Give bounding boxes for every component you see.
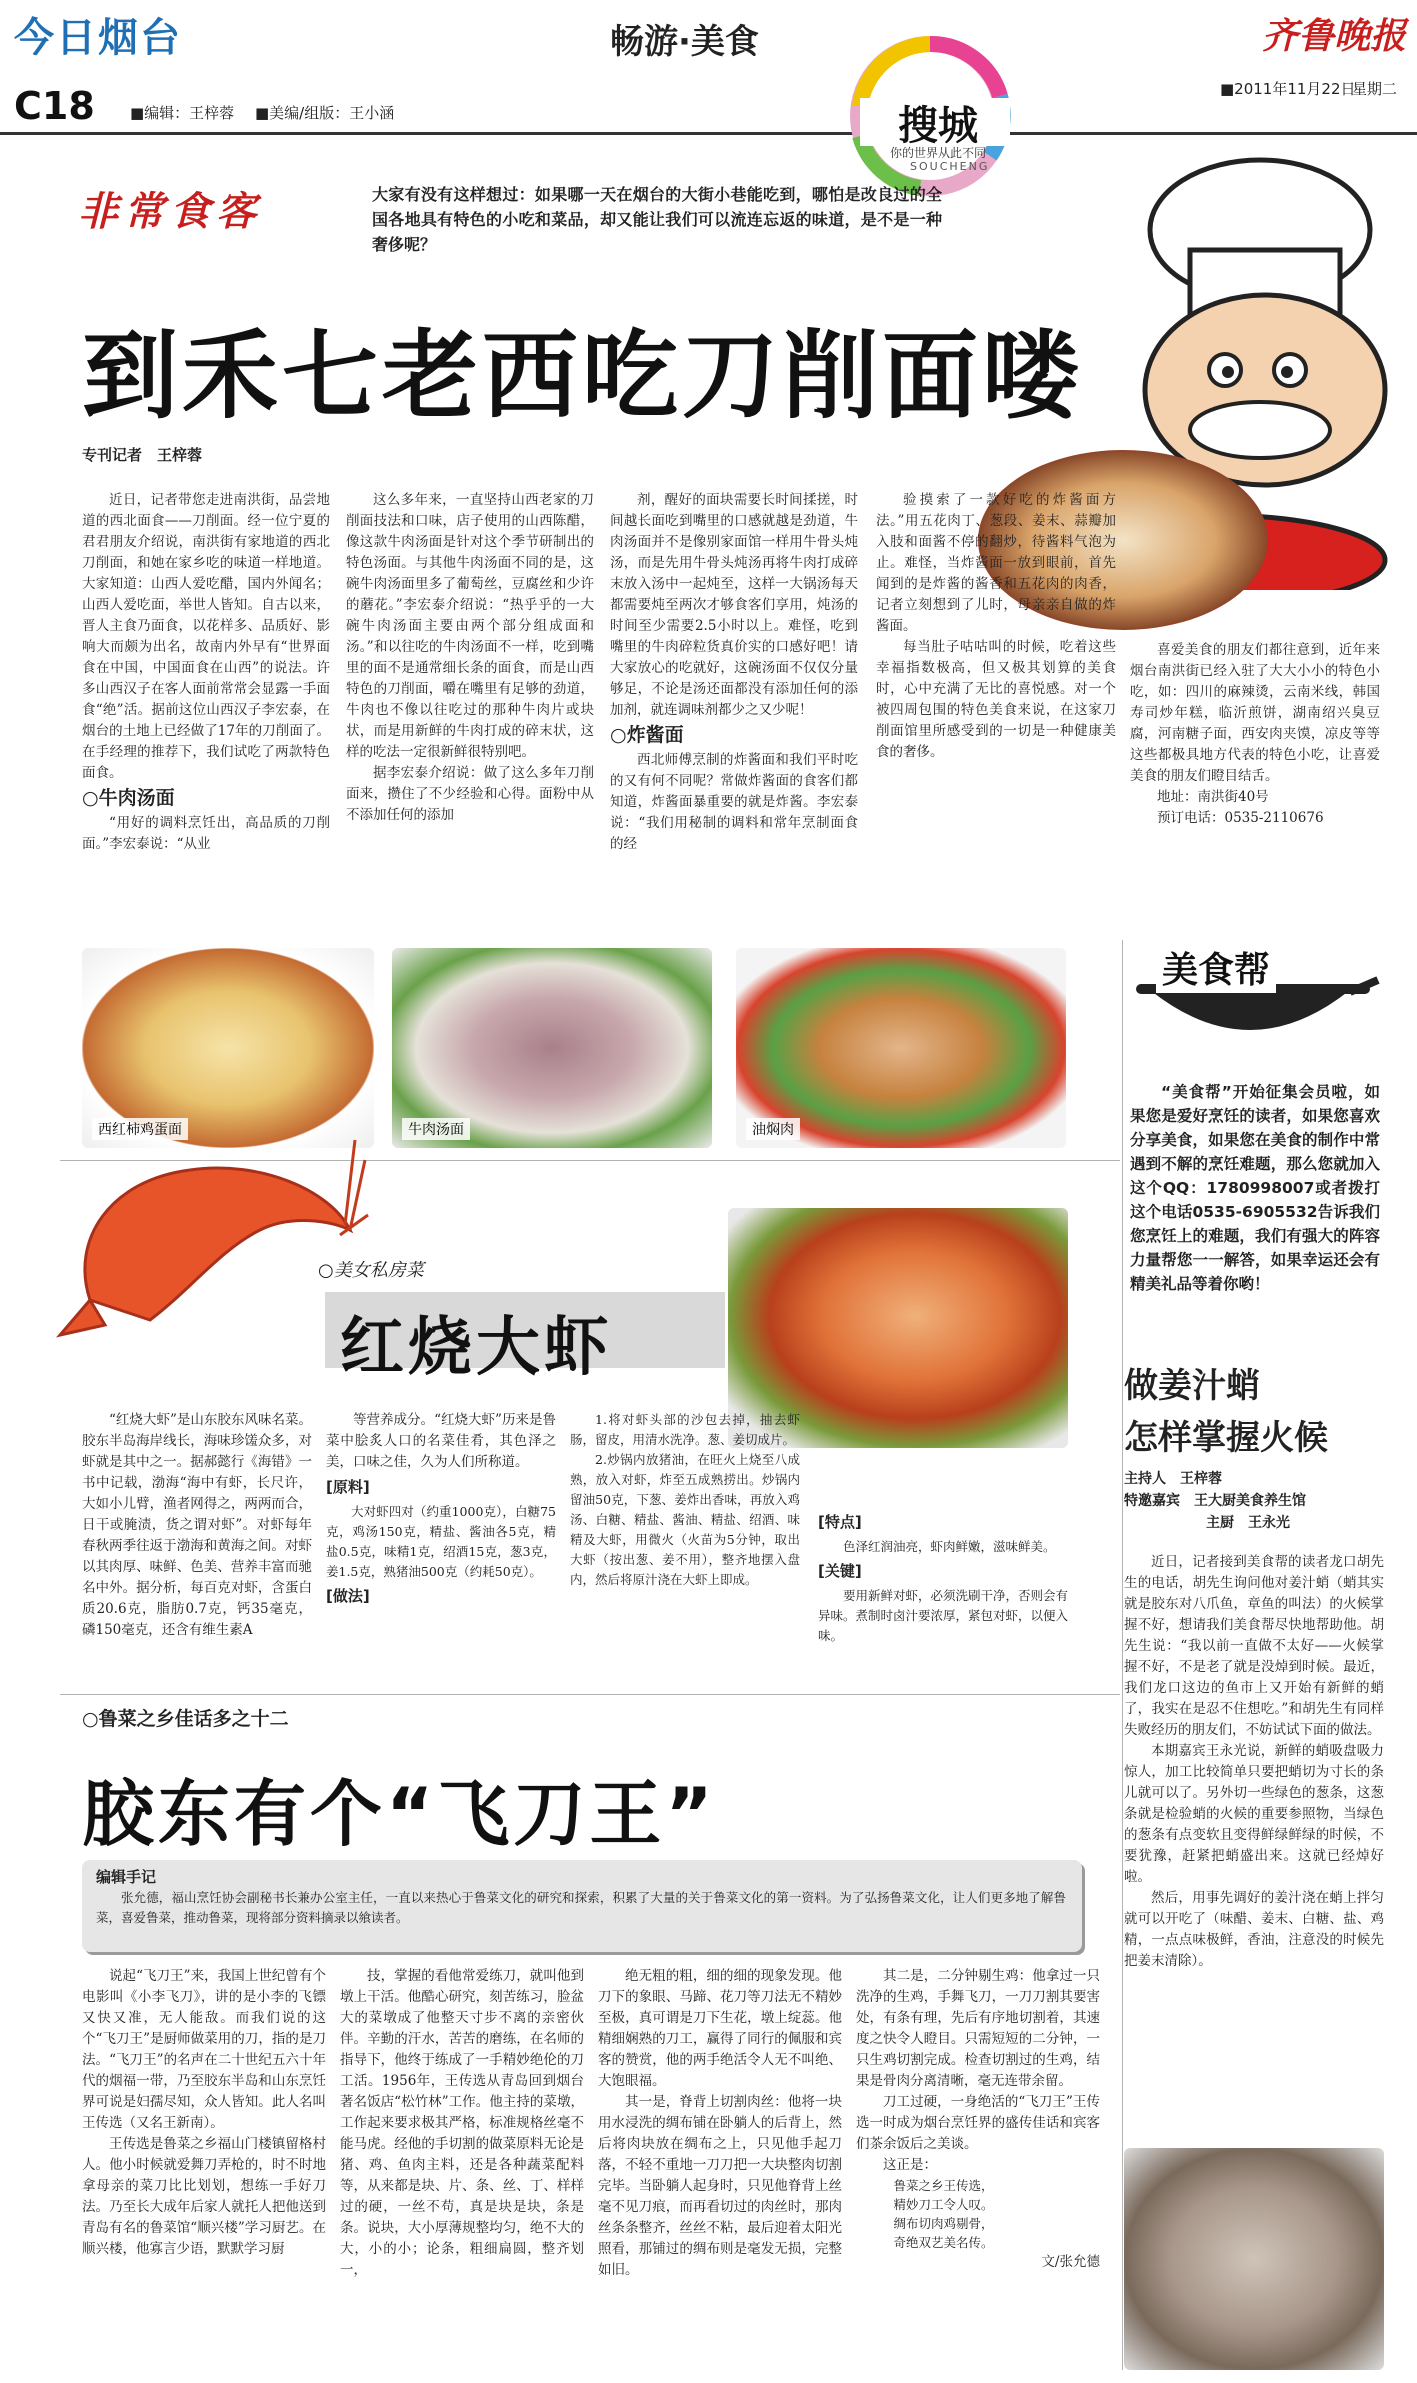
knife-title: 胶东有个“飞刀王” — [82, 1772, 717, 1856]
shrimp-column-3 — [570, 1410, 800, 1590]
header-date: ■2011年11月22日 — [1220, 80, 1356, 98]
squid-host: 主持人 王梓蓉 — [1124, 1471, 1222, 1487]
knife-column-2 — [340, 1966, 584, 2281]
knife-col1b-text: 王传选是鲁菜之乡福山门楼镇留格村人。他小时候就爱舞刀弄枪的，时不时地拿母亲的菜刀比比划划，想练一手好刀法。乃至长大成年后家人就托人把他送到青岛有名的鲁菜馆“顺兴楼”学习厨艺。在顺兴楼，他寡言少语，默默学习厨 — [82, 2136, 326, 2257]
helper-wok — [1130, 940, 1380, 1060]
feature-column-1 — [82, 490, 330, 855]
squid-title-1: 做姜汁蛸 — [1124, 1366, 1260, 1406]
logo-main-text: 搜城 — [898, 103, 978, 149]
shrimp-key-text: 要用新鲜对虾，必须洗刷干净，否则会有异味。煮制时卤汁要浓厚，紧包对虾，以便入味。 — [818, 1588, 1069, 1643]
feature-phone: 预订电话：0535-2110676 — [1157, 810, 1324, 826]
shrimp-title: 红烧大虾 — [340, 1311, 612, 1385]
knife-col4b-text: 刀工过硬，一身绝活的“飞刀王”王传选一时成为烟台烹饪界的盛传佳话和宾客们茶余饭后之美谈。 — [856, 2094, 1100, 2152]
knife-kicker: ○鲁菜之乡佳话多之十二 — [82, 1708, 289, 1730]
poem-line: 绸布切肉鸡剔骨， — [893, 2216, 994, 2231]
feature-subhead-beef-noodle: ○牛肉汤面 — [82, 787, 175, 809]
editor-note-text: 张允德，福山烹饪协会副秘书长兼办公室主任，一直以来热心于鲁菜文化的研究和探索，积累了大量的关于鲁菜文化的第一资料。为了弘扬鲁菜文化，让人们更多地了解鲁菜，喜爱鲁菜，推动鲁菜，现将部分资料摘录以飨读者。 — [96, 1890, 1066, 1925]
poem-line: 奇绝双艺美名传。 — [893, 2235, 994, 2250]
poem-line: 精妙刀工令人叹。 — [893, 2197, 994, 2212]
logo-en-text: SOUCHENG — [910, 160, 990, 173]
helper-body: “美食帮”开始征集会员啦，如果您是爱好烹饪的读者，如果您喜欢分享美食，如果您在美食的制作中常遇到不解的烹饪难题，那么您就加入这个QQ：1780998007或者拨打这个电话0535-6905532告诉我们您烹饪上的难题，我们有强大的阵容力量帮您一一解答，如果幸运还会有精美礼品等着你哟！ — [1130, 1083, 1380, 1293]
knife-col4c-text: 这正是： — [883, 2157, 937, 2173]
header-weekday: 星期二 — [1352, 80, 1398, 98]
shrimp-method1-text: 1.将对虾头部的沙包去掉，抽去虾肠，留皮，用清水洗净。葱、姜切成片。 — [570, 1412, 800, 1447]
shrimp-col2-text: 等营养成分。“红烧大虾”历来是鲁菜中脍炙人口的名菜佳肴，其色泽之美，口味之佳，久为人们所称道。 — [326, 1412, 556, 1470]
shrimp-material-heading: [原料] — [326, 1478, 370, 1496]
caption-beef-soup-noodle: 牛肉汤面 — [402, 1118, 470, 1140]
column-logo: 非常食客 — [78, 189, 262, 235]
caption-tomato-egg-noodle: 西红柿鸡蛋面 — [92, 1118, 188, 1140]
feature-col3b-text: 西北师傅烹制的炸酱面和我们平时吃的又有何不同呢？常做炸酱面的食客们都知道，炸酱面暴重要的就是炸酱。李宏泰说：“我们用秘制的调料和常年烹制面食的经 — [610, 752, 858, 852]
knife-column-3 — [598, 1966, 842, 2281]
photo-tomato-egg-noodle — [82, 948, 374, 1148]
squid-body-1: 近日，记者接到美食帮的读者龙口胡先生的电话，胡先生询问他对姜汁蛸（蛸其实就是胶东对八爪鱼，章鱼的叫法）的火候掌握不好，想请我们美食帮尽快地帮助他。胡先生说：“我以前一直做不太好——火候掌握不好，不是老了就是没焯到时候。最近，我们龙口这边的鱼市上又开始有新鲜的蛸了，我实在是忍不住想吃。”和胡先生有同样失败经历的朋友们，不妨试试下面的做法。 — [1124, 1554, 1384, 1738]
photo-braised-pork — [736, 948, 1066, 1148]
feature-byline: 专刊记者 王梓蓉 — [82, 446, 203, 464]
logo-sub-text: 你的世界从此不同 — [890, 146, 987, 160]
squid-title-2: 怎样掌握火候 — [1124, 1418, 1328, 1458]
squid-body-2: 本期嘉宾王永光说，新鲜的蛸吸盘吸力惊人，加工比较简单只要把蛸切为寸长的条儿就可以了。另外切一些绿色的葱条，这葱条就是检验蛸的火候的重要参照物，当绿色的葱条有点变软且变得鲜绿鲜绿的时候，不要犹豫，赶紧把蛸盛出来。这就已经焯好啦。 — [1124, 1743, 1384, 1885]
feature-col2-text: 这么多年来，一直坚持山西老家的刀削面技法和口味，店子使用的山西陈醋，像这款牛肉汤面是针对这个季节研制出的特色汤面。与其他牛肉汤面不同的是，这碗牛肉汤面里多了葡萄丝，豆腐丝和少许的蘑花。”李宏泰介绍说：“热乎乎的一大碗牛肉汤面主要由两个部分组成面和汤。”和以往吃的牛肉汤面不一样，吃到嘴里的面不是通常细长条的面食，而是山西特色的刀削面，嚼在嘴里有足够的劲道，牛肉也不像以往吃过的那种牛肉片或块状，而是用新鲜的牛肉打成的碎末状，这样的吃法一定很新鲜很特别吧。 — [346, 492, 594, 760]
poem-line: 鲁菜之乡王传选， — [893, 2178, 994, 2193]
knife-col3-text: 绝无粗的粗，细的细的现象发现。他刀下的象眼、马蹄、花刀等刀法无不精妙至极，真可谓是刀下生花，墩上绽蕊。他精细娴熟的刀工，赢得了同行的佩服和宾客的赞赏，他的两手绝活令人无不叫绝、大饱眼福。 — [598, 1968, 842, 2089]
shrimp-kicker: ○美女私房菜 — [318, 1260, 424, 1281]
squid-body-3: 然后，用事先调好的姜汁浇在蛸上拌匀就可以开吃了（味醋、姜末、白糖、盐、鸡精，一点点味极鲜，香油，注意没的时候先把姜末清除）。 — [1124, 1890, 1384, 1969]
header-editor: ■编辑：王梓蓉 — [130, 104, 235, 122]
soucheng-logo — [820, 36, 1040, 206]
caption-braised-pork: 油焖肉 — [746, 1118, 800, 1140]
feature-title: 到禾七老西吃刀削面喽 — [82, 320, 1082, 432]
knife-poem — [856, 2176, 1100, 2252]
feature-column-3 — [610, 490, 858, 855]
feature-col1b-text: “用好的调料烹饪出，高品质的刀削面。”李宏泰说：“从业 — [82, 815, 330, 852]
feature-address: 地址：南洪街40号 — [1157, 789, 1269, 805]
knife-author: 文/张允德 — [1041, 2254, 1100, 2270]
feature-column-2 — [346, 490, 594, 826]
feature-col5-text: 喜爱美食的朋友们都往意到，近年来烟台南洪街已经入驻了大大小小的特色小吃，如：四川的麻辣烫，云南米线，韩国寿司炒年糕，临沂煎饼，湖南绍兴臭豆腐，河南糖子面，西安肉夹馍，凉皮等等这些都极具地方代表的特色小吃，让喜爱美食的朋友们瞪目结舌。 — [1130, 642, 1380, 784]
header-designer: ■美编/组版：王小涵 — [255, 104, 395, 122]
knife-col1-text: 说起“飞刀王”来，我国上世纪曾有个电影叫《小李飞刀》，讲的是小李的飞镖又快又准，无人能敌。而我们说的这个“飞刀王”是厨师做菜用的刀，指的是刀法。“飞刀王”的名声在二十世纪五六十年代的烟福一带，乃至胶东半岛和山东烹饪界可说是妇孺尽知，众人皆知。此人名叫王传选（又名王新南）。 — [82, 1968, 326, 2131]
squid-chef: 主厨 王永光 — [1206, 1515, 1290, 1531]
knife-col2-text: 技，掌握的看他常爱练刀，就叫他到墩上干活。他酷心研究，刻苦练习，脸盆大的菜墩成了他整天寸步不离的亲密伙伴。辛勤的汗水，苦苦的磨练，在名师的指导下，他终于练成了一手精妙绝伦的刀工活。1956年，王传选从青岛回到烟台著名饭店“松竹林”工作。他主持的菜墩，工作起来要求极其严格，标准规格丝毫不能马虎。经他的手切割的做菜原料无论是猪、鸡、鱼肉主料，还是各种蔬菜配料等，从来都是块、片、条、丝、丁、样样过的硬，一丝不苟，真是块是块，条是条。说块，大小厚薄规整均匀，绝不大的大，小的小；论条，粗细扁圆，整齐划一， — [340, 1968, 584, 2278]
shrimp-col1-text: “红烧大虾”是山东胶东风味名菜。胶东半岛海岸线长，海味珍馐众多，对虾就是其中之一。据郝懿行《海错》一书中记载，渤海“海中有虾，长尺许，大如小儿臂，渔者网得之，两两而合，日干或腌渍，货之谓对虾”。对虾每年春秋两季往返于渤海和黄海之间。对虾以其肉厚、味鲜、色美、营养丰富而驰名中外。据分析，每百克对虾，含蛋白质20.6克，脂肪0.7克，钙35毫克，磷150毫克，还含有维生素A — [82, 1412, 312, 1638]
squid-column — [1124, 1552, 1384, 1972]
knife-column-1 — [82, 1966, 326, 2260]
feature-column-5 — [1130, 640, 1380, 829]
shrimp-method2-text: 2.炒锅内放猪油，在旺火上烧至八成熟，放入对虾，炸至五成熟捞出。炒锅内留油50克，下葱、姜炸出香味，再放入鸡汤、白糖、精盐、酱油、精盐、绍酒、味精及大虾，用微火（火苗为5分钟，取出大虾（按出葱、姜不用），整齐地摆入盘内，然后将原汁浇在大虾上即成。 — [570, 1452, 800, 1587]
shrimp-material-text: 大对虾四对（约重1000克），白糖75克，鸡汤150克，精盐、酱油各5克，精盐0.5克，味精1克，绍酒15克，葱3克，姜1.5克，熟猪油500克（约耗50克）。 — [326, 1504, 556, 1579]
shrimp-feature-heading: [特点] — [818, 1513, 862, 1531]
feature-intro: 大家有没有这样想过：如果哪一天在烟台的大街小巷能吃到，哪怕是改良过的全国各地具有特色的小吃和菜品，却又能让我们可以流连忘返的味道，是不是一种奢侈呢？ — [372, 185, 942, 254]
shrimp-method-heading: [做法] — [326, 1587, 370, 1605]
header-rule — [0, 132, 1417, 135]
header-paper-name: 齐鲁晚报 — [1262, 15, 1407, 57]
sidebar-divider — [1122, 940, 1123, 2370]
shrimp-illustration — [50, 1120, 370, 1360]
knife-column-4 — [856, 1966, 1100, 2273]
squid-guest: 特邀嘉宾 王大厨美食养生馆 — [1124, 1493, 1306, 1509]
shrimp-column-1 — [82, 1410, 312, 1641]
shrimp-divider — [60, 1694, 1120, 1695]
feature-subhead-zhajiang: ○炸酱面 — [610, 724, 684, 746]
editor-note-label: 编辑手记 — [96, 1868, 157, 1886]
feature-col4b-text: 每当肚子咕咕叫的时候，吃着这些幸福指数极高，但又极其划算的美食时，心中充满了无比的喜悦感。对一个被四周包围的特色美食来说，在这家刀削面馆里所感受到的一切是一种健康美食的奢侈。 — [876, 639, 1116, 760]
knife-col4-text: 其二是，二分钟剔生鸡：他拿过一只洗净的生鸡，手舞飞刀，一刀刀割其要害处，有条有理，先后有序地切割着，其速度之快令人瞪目。只需短短的二分钟，一只生鸡切割完成。检查切割过的生鸡，结果是骨肉分离清晰，毫无连带余留。 — [856, 1968, 1100, 2089]
knife-col3b-text: 其一是，脊背上切割肉丝：他将一块用水浸洗的绸布铺在卧躺人的后背上，然后将肉块放在绸布之上，只见他手起刀落，不轻不重地一刀刀把一大块整肉切割完毕。当卧躺人起身时，只见他脊背上丝毫不见刀痕，而再看切过的肉丝时，那肉丝条条整齐，丝丝不粘，最后迎着太阳光照看，那铺过的绸布则是毫发无损，完整如旧。 — [598, 2094, 842, 2278]
shrimp-illustration-icon — [50, 1120, 370, 1360]
header-left-title: 今日烟台 — [14, 15, 182, 61]
photo-ginger-squid — [1124, 2148, 1384, 2370]
feature-col3-text: 剂，醒好的面块需要长时间揉搓，时间越长面吃到嘴里的口感就越是劲道，牛肉汤面并不是像别家面馆一样用牛骨头炖汤，而是先用牛骨头炖汤再将牛肉打成碎末放入汤中一起炖至，这样一大锅汤每天都需要炖至两次才够食客们享用，炖汤的时间至少需要2.5小时以上。难怪，吃到嘴里的牛肉碎粒货真价实的口感好吧！请大家放心的吃就好，这碗汤面不仅仅分量够足，不论是汤还面都没有添加任何的添加剂，就连调味剂都少之又少呢！ — [610, 492, 858, 718]
shrimp-column-2 — [326, 1410, 556, 1611]
header-section: 畅游·美食 — [610, 22, 759, 62]
shrimp-feature-text: 色泽红润油亮，虾肉鲜嫩，滋味鲜美。 — [843, 1539, 1056, 1554]
shrimp-key-heading: [关键] — [818, 1562, 862, 1580]
feature-col2b-text: 据李宏泰介绍说：做了这么多年刀削面来，攒住了不少经验和心得。面粉中从不添加任何的添加 — [346, 765, 594, 823]
helper-title: 美食帮 — [1156, 942, 1276, 993]
shrimp-column-4 — [818, 1508, 1068, 1646]
header-page-number: C18 — [14, 84, 95, 128]
feature-col4-text: 验摸索了一款好吃的炸酱面方法。”用五花肉丁、葱段、姜末、蒜瓣加入肢和面酱不停的翻炒，待酱料气泡为止。难怪，当炸酱面一放到眼前，首先闻到的是炸酱的酱香和五花肉的肉香，记者立刻想到了儿时，母亲亲自做的炸酱面。 — [876, 492, 1116, 634]
feature-column-4 — [876, 490, 1116, 763]
photo-beef-soup-noodle — [392, 948, 712, 1148]
feature-col1-text: 近日，记者带您走进南洪街，品尝地道的西北面食——刀削面。经一位宁夏的君君朋友介绍说，南洪街有家地道的西北刀削面，和她在家乡吃的味道一样地道。大家知道：山西人爱吃醋，国内外闻名；山西人爱吃面，举世人皆知。自古以来，晋人主食乃面食，以花样多、品质好、影响大而颇为出名，故南内外早有“世界面食在中国，中国面食在山西”的说法。许多山西汉子在客人面前常常会显露一手面食“绝”活。据前这位山西汉子李宏泰，在烟台的土地上已经做了17年的刀削面了。在手经理的推荐下，我们试吃了两款特色面食。 — [82, 492, 330, 781]
editor-note-box — [82, 1860, 1082, 1952]
